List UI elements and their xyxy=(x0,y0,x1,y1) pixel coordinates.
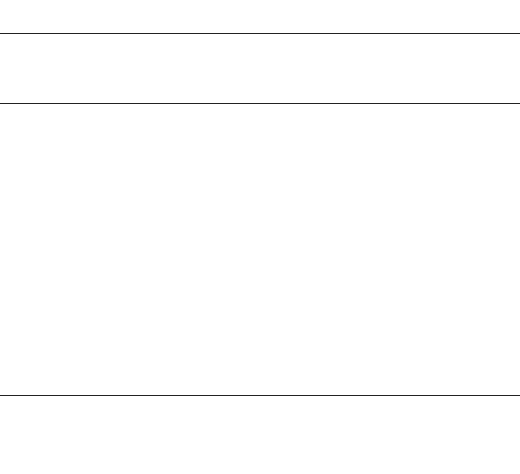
header-rule xyxy=(0,103,520,104)
top-rule xyxy=(0,33,520,34)
bottom-rule xyxy=(0,395,520,396)
